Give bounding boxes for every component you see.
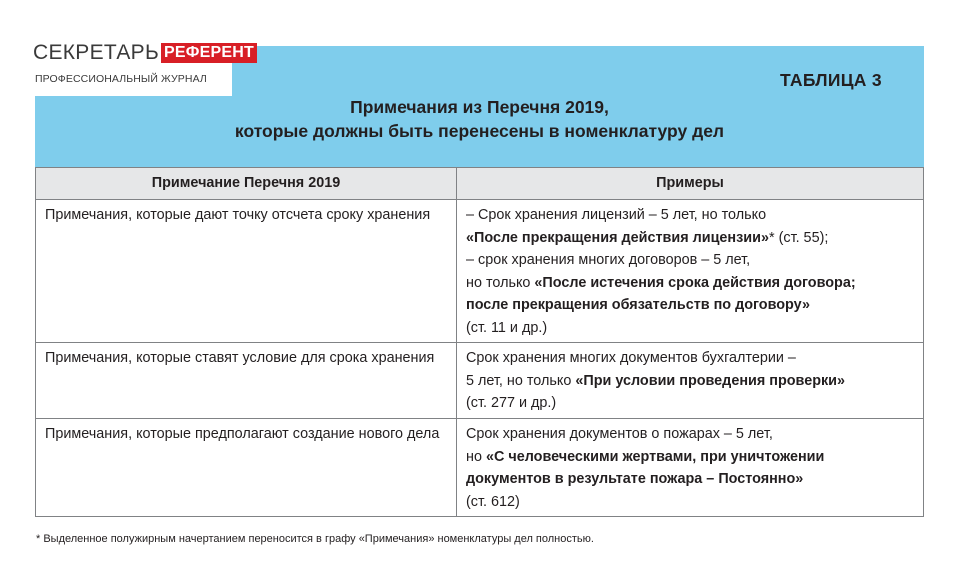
magazine-logo: [27, 38, 254, 96]
bold-note-text: «После истечения срока действия договора;: [534, 274, 856, 291]
example-line: – срок хранения многих договоров – 5 лет,: [466, 252, 751, 268]
example-line: [466, 446, 914, 469]
example-line: Срок хранения многих документов бухгалтерии –: [466, 350, 796, 366]
bold-note-text: «С человеческими жертвами, при уничтожении: [485, 448, 825, 465]
table-number: ТАБЛИЦА 3: [780, 70, 882, 90]
examples-cell: [457, 419, 924, 517]
examples-cell: [457, 200, 924, 343]
example-text: но только: [466, 274, 535, 291]
table-header-row: [36, 168, 924, 200]
table-row: [36, 419, 924, 517]
logo-subtitle: ПРОФЕССИОНАЛЬНЫЙ ЖУРНАЛ: [35, 73, 207, 85]
example-line: (ст. 612): [466, 493, 520, 510]
table-title: [35, 95, 924, 143]
example-text: но: [466, 448, 486, 465]
note-cell: Примечания, которые предполагают создание нового дела: [36, 419, 457, 517]
example-line: (ст. 11 и др.): [466, 319, 548, 336]
table-title-line1: Примечания из Перечня 2019,: [350, 97, 609, 117]
note-cell: Примечания, которые ставят условие для срока хранения: [36, 343, 457, 419]
table-row: [36, 200, 924, 343]
table-title-line2: которые должны быть перенесены в номенклатуру дел: [234, 121, 725, 141]
example-line: – Срок хранения лицензий – 5 лет, но только: [466, 207, 767, 223]
bold-note-text: «При условии проведения проверки»: [575, 372, 846, 389]
example-line: [466, 370, 914, 393]
logo-main-text: СЕКРЕТАРЬ: [33, 41, 160, 64]
table-row: [36, 343, 924, 419]
example-line: Срок хранения документов о пожарах – 5 лет,: [466, 426, 773, 442]
example-text: 5 лет, но только: [466, 372, 576, 389]
example-line: [466, 468, 914, 491]
column-header-examples: Примеры: [457, 168, 924, 200]
footnote: * Выделенное полужирным начертанием переносится в графу «Примечания» номенклатуры дел полностью.: [36, 533, 594, 545]
bold-note-text: документов в результате пожара – Постоянно»: [466, 471, 804, 487]
example-line: [466, 227, 914, 250]
bold-note-text: после прекращения обязательств по договору»: [466, 297, 811, 313]
example-line: (ст. 277 и др.): [466, 395, 557, 411]
note-cell: Примечания, которые дают точку отсчета сроку хранения: [36, 200, 457, 343]
example-text: * (ст. 55);: [768, 229, 829, 246]
example-line: [466, 272, 914, 295]
column-header-note: Примечание Перечня 2019: [36, 168, 457, 200]
logo-accent-badge: РЕФЕРЕНТ: [161, 43, 257, 63]
examples-cell: [457, 343, 924, 419]
notes-table: [35, 167, 924, 517]
example-line: [466, 294, 914, 317]
bold-note-text: «После прекращения действия лицензии»: [466, 229, 769, 246]
